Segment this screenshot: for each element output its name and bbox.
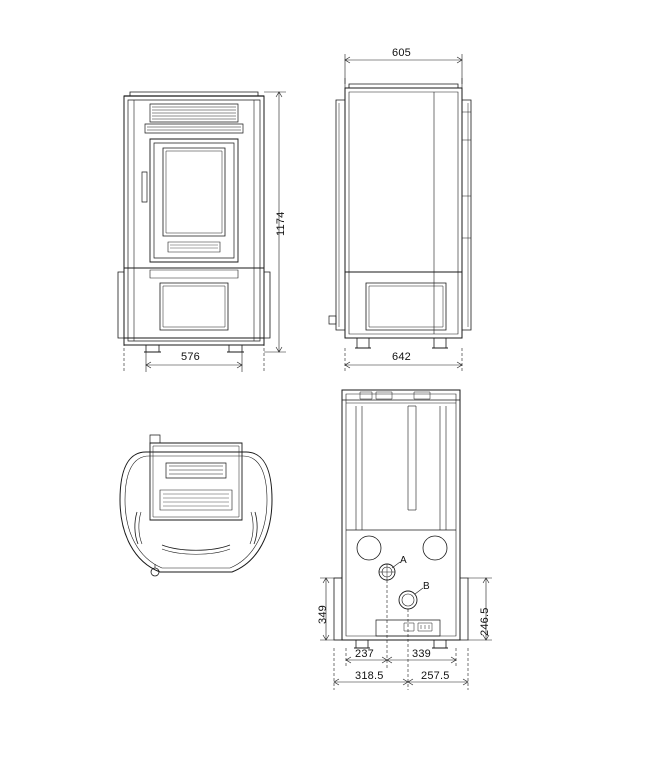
top-view-geometry [120,435,272,576]
rear-height-right-label: 246.5 [479,607,491,636]
side-top-width-label: 605 [392,47,411,59]
rear-height-left-label: 349 [317,605,329,624]
rear-inner-left-label: 237 [355,648,374,660]
callout-b-label: B [423,581,430,592]
front-view-geometry [118,92,270,352]
rear-view-geometry [334,390,468,648]
rear-callout-leaders [392,562,423,594]
rear-outer-left-label: 318.5 [355,670,384,682]
front-height-label: 1174 [275,211,287,236]
side-view-geometry [329,78,471,348]
side-depth-label: 642 [392,351,411,363]
rear-inner-right-label: 339 [412,648,431,660]
callout-a-label: A [400,555,407,566]
front-width-label: 576 [181,351,200,363]
rear-outer-right-label: 257.5 [421,670,450,682]
